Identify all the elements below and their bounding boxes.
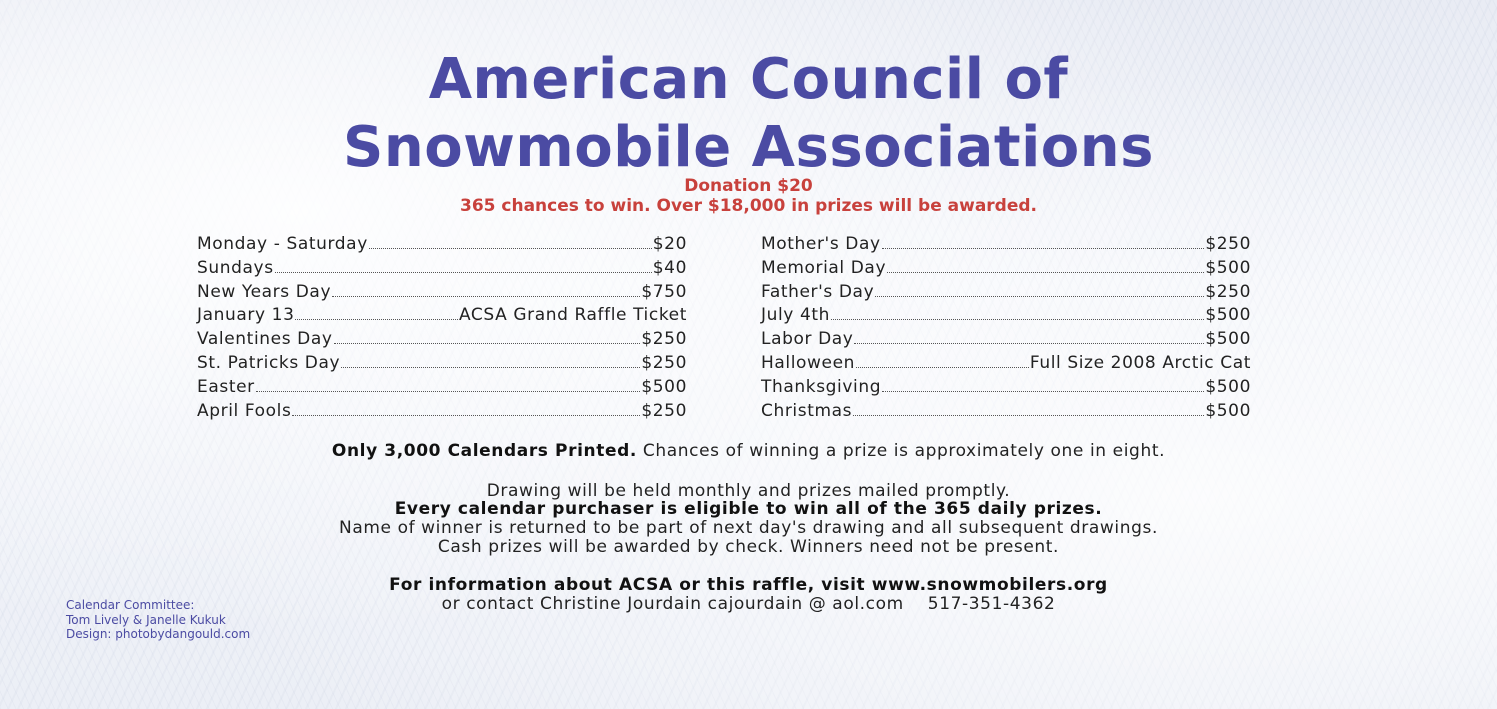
title-line-2: Snowmobile Associations	[343, 115, 1154, 180]
prize-value: $500	[1205, 400, 1251, 421]
prize-row	[197, 282, 687, 306]
prize-day: July 4th	[761, 305, 831, 326]
prize-list-right	[761, 234, 1251, 424]
info-line-2: or contact Christine Jourdain cajourdain @ aol.com 517-351-4362	[441, 594, 1056, 614]
prize-value: $250	[641, 329, 687, 350]
prize-row	[197, 234, 687, 258]
dot-leader	[882, 391, 1204, 392]
prize-day: Thanksgiving	[761, 376, 882, 397]
prize-day: April Fools	[197, 400, 292, 421]
credits-line-3: Design: photobydangould.com	[66, 627, 251, 641]
drawing-line-2: Every calendar purchaser is eligible to win all of the 365 daily prizes.	[394, 499, 1103, 519]
prize-row	[197, 329, 687, 353]
prize-day: Monday - Saturday	[197, 234, 368, 254]
prize-day: January 13	[197, 305, 295, 326]
prize-value: $250	[641, 352, 687, 373]
prize-value: $500	[1205, 257, 1251, 278]
prize-day: Mother's Day	[761, 234, 881, 254]
prize-value: $750	[641, 281, 687, 302]
prize-value: $40	[652, 257, 687, 278]
prize-row	[761, 401, 1251, 425]
prize-row	[761, 234, 1251, 258]
prize-day: Memorial Day	[761, 257, 887, 278]
prize-value: $500	[1205, 376, 1251, 397]
dot-leader	[875, 296, 1204, 297]
drawing-line-3: Name of winner is returned to be part of next day's drawing and all subsequent drawings.	[339, 518, 1158, 538]
credits-line-2: Tom Lively & Janelle Kukuk	[66, 612, 226, 627]
dot-leader	[295, 319, 458, 320]
dot-leader	[334, 343, 641, 344]
prize-row	[197, 377, 687, 401]
prize-value: $250	[1205, 234, 1251, 254]
drawing-line-1: Drawing will be held monthly and prizes mailed promptly.	[486, 481, 1011, 501]
prize-value: $500	[1205, 305, 1251, 326]
prize-value: $250	[1205, 281, 1251, 302]
dot-leader	[256, 391, 641, 392]
prize-day: New Years Day	[197, 281, 332, 302]
dot-leader	[341, 367, 640, 368]
prize-row	[197, 258, 687, 282]
prize-value: $20	[652, 234, 687, 254]
dot-leader	[831, 319, 1204, 320]
prize-row	[761, 282, 1251, 306]
prize-row	[761, 329, 1251, 353]
prize-value: $500	[1205, 329, 1251, 350]
prize-value: $250	[641, 400, 687, 421]
prize-row	[197, 401, 687, 425]
prize-day: Labor Day	[761, 329, 854, 350]
prize-value: Full Size 2008 Arctic Cat	[1029, 352, 1251, 373]
prize-row	[761, 377, 1251, 401]
info-line-1: For information about ACSA or this raffle, visit www.snowmobilers.org	[389, 575, 1108, 595]
prize-day: Sundays	[197, 257, 274, 278]
dot-leader	[887, 272, 1204, 273]
prize-row	[197, 305, 687, 329]
dot-leader	[332, 296, 640, 297]
dot-leader	[369, 248, 652, 249]
prize-day: St. Patricks Day	[197, 352, 341, 373]
dot-leader	[853, 415, 1204, 416]
dot-leader	[275, 272, 652, 273]
prize-row	[761, 305, 1251, 329]
prize-day: Easter	[197, 376, 255, 397]
dot-leader	[292, 415, 640, 416]
dot-leader	[854, 343, 1204, 344]
prize-day: Christmas	[761, 400, 853, 421]
prize-row	[197, 353, 687, 377]
dot-leader	[856, 367, 1029, 368]
prize-day: Father's Day	[761, 281, 875, 302]
prize-value: $500	[641, 376, 687, 397]
prize-list-left	[197, 234, 687, 424]
odds-bold: Only 3,000 Calendars Printed.	[331, 441, 637, 461]
odds-line	[0, 442, 1497, 461]
credits	[66, 598, 250, 642]
prize-row	[761, 258, 1251, 282]
odds-rest: Chances of winning a prize is approximately one in eight.	[636, 441, 1166, 461]
title-line-1: American Council of	[428, 47, 1069, 112]
prize-day: Valentines Day	[197, 329, 333, 350]
prize-value: ACSA Grand Raffle Ticket	[459, 305, 687, 326]
drawing-line-4: Cash prizes will be awarded by check. Winners need not be present.	[437, 537, 1060, 557]
dot-leader	[882, 248, 1205, 249]
prize-day: Halloween	[761, 352, 856, 373]
donation-text: Donation $20	[684, 176, 813, 196]
credits-line-1: Calendar Committee:	[66, 598, 195, 612]
chances-text: 365 chances to win. Over $18,000 in prizes will be awarded.	[459, 196, 1038, 216]
prize-row	[761, 353, 1251, 377]
